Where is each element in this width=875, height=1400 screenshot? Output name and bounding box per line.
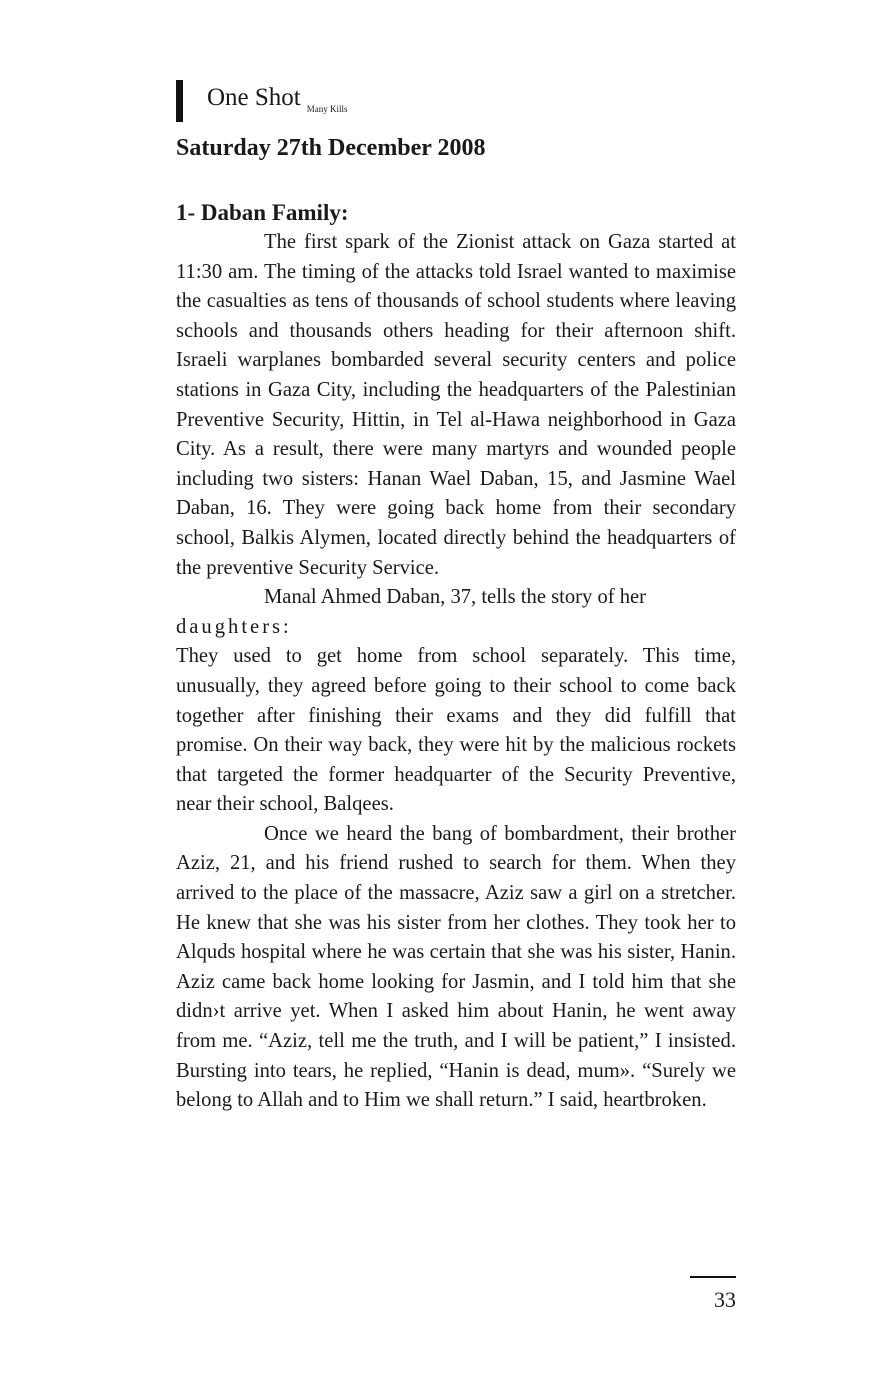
book-title: One Shot <box>207 84 301 111</box>
date-heading: Saturday 27th December 2008 <box>176 135 486 161</box>
page-number: 33 <box>714 1287 736 1312</box>
paragraph-4: Once we heard the bang of bombardment, their brother Aziz, 21, and his friend rushed to search for them. When they arrived to the place of the massacre, Aziz saw a girl on a stretcher. He knew that she was his sister from her clothes. They took her to Alquds hospital where he was certain that she was his sister, Hanin. Aziz came back home looking for Jasmin, and I told him that she didn›t arrive yet. When I asked him about Hanin, he went away from me. “Aziz, tell me the truth, and I will be patient,” I insisted. Bursting into tears, he replied, “Hanin is dead, mum». “Surely we belong to Allah and to Him we shall return.” I said, heartbroken. <box>176 822 736 1112</box>
paragraph-3: They used to get home from school separately. This time, unusually, they agreed before going to their school to come back together after finishing their exams and they did fulfill that promise. On their way back, they were hit by the malicious rockets that targeted the former headquarter of the Security Preventive, near their school, Balqees. <box>176 645 736 816</box>
paragraph-1: The first spark of the Zionist attack on Gaza started at 11:30 am. The timing of the attacks told Israel wanted to maximise the casualties as tens of thousands of school students where leaving schools and thousands others heading for their afternoon shift. Israeli warplanes bombarded several security centers and police stations in Gaza City, including the headquarters of the Palestinian Preventive Security, Hittin, in Tel al-Hawa neighborhood in Gaza City. As a result, there were many martyrs and wounded people including two sisters: Hanan Wael Daban, 15, and Jasmine Wael Daban, 16. They were going back home from their secondary school, Balkis Alymen, located directly behind the headquarters of the preventive Security Service. <box>176 231 736 579</box>
paragraph-2-end: daughters: <box>176 615 292 638</box>
header-bar-decoration <box>176 80 183 122</box>
running-header <box>176 80 348 122</box>
paragraph-2: Manal Ahmed Daban, 37, tells the story of her <box>264 586 647 609</box>
body-text <box>176 228 736 1116</box>
footer-rule <box>690 1276 736 1278</box>
book-subtitle: Many Kills <box>306 104 348 114</box>
section-heading: 1- Daban Family: <box>176 200 349 225</box>
